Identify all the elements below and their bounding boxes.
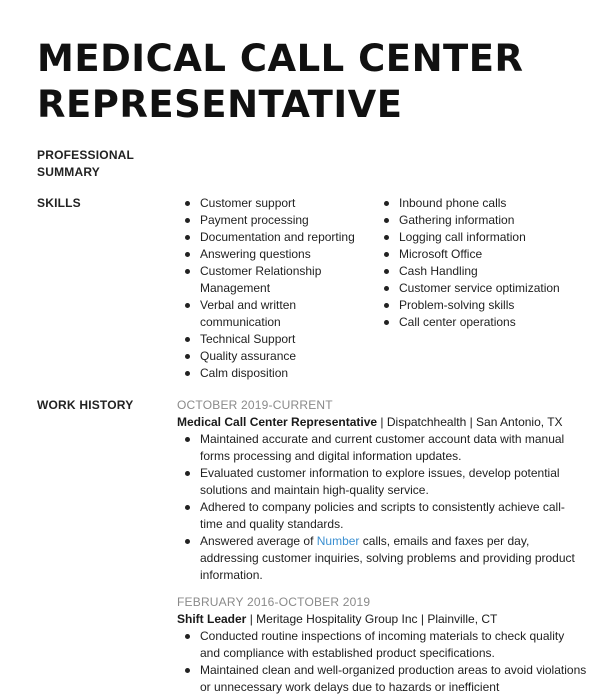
job-bullet: Conducted routine inspections of incoming materials to check quality and compliance with established product specifications. — [177, 628, 587, 662]
resume-name: MEDICAL CALL CENTER REPRESENTATIVE — [37, 37, 524, 126]
job-bullet: Adhered to company policies and scripts to consistently achieve call-time and quality standards. — [177, 499, 587, 533]
job-title: Shift Leader — [177, 612, 247, 626]
skills-list-left — [177, 195, 372, 382]
skill-item: Problem-solving skills — [376, 297, 596, 314]
job-bullets — [177, 628, 587, 696]
work-history-heading: WORK HISTORY — [37, 398, 134, 412]
skill-item: Microsoft Office — [376, 246, 596, 263]
job-entry — [177, 397, 587, 584]
professional-summary-heading: PROFESSIONAL SUMMARY — [37, 148, 134, 179]
skills-heading: SKILLS — [37, 196, 81, 210]
job-bullet: Maintained clean and well-organized production areas to avoid violations or unnecessary work delays due to hazards or inefficient — [177, 662, 587, 696]
skill-item: Logging call information — [376, 229, 596, 246]
job-bullet: Evaluated customer information to explore issues, develop potential solutions and maintain high-quality service. — [177, 465, 587, 499]
skill-item: Customer support — [177, 195, 372, 212]
skill-item: Quality assurance — [177, 348, 372, 365]
skill-item: Documentation and reporting — [177, 229, 372, 246]
skill-item: Gathering information — [376, 212, 596, 229]
skill-item: Answering questions — [177, 246, 372, 263]
skill-item: Payment processing — [177, 212, 372, 229]
skill-item: Cash Handling — [376, 263, 596, 280]
job-bullet: Maintained accurate and current customer account data with manual forms processing and digital information updates. — [177, 431, 587, 465]
job-title-line — [177, 611, 587, 628]
job-bullets — [177, 431, 587, 584]
skill-item: Calm disposition — [177, 365, 372, 382]
job-title-line — [177, 414, 587, 431]
number-link[interactable]: Number — [316, 534, 360, 548]
job-company-location: | Dispatchhealth | San Antonio, TX — [377, 415, 563, 429]
skill-item: Customer Relationship Management — [177, 263, 330, 297]
job-bullet — [177, 533, 587, 584]
job-dates: OCTOBER 2019-CURRENT — [177, 398, 333, 412]
job-company-location: | Meritage Hospitality Group Inc | Plainville, CT — [246, 612, 498, 626]
bullet-text: Answered average of — [200, 534, 317, 548]
job-entry — [177, 594, 587, 696]
skill-item: Inbound phone calls — [376, 195, 596, 212]
job-title: Medical Call Center Representative — [177, 415, 378, 429]
job-dates: FEBRUARY 2016-OCTOBER 2019 — [177, 595, 371, 609]
skills-list-right — [376, 195, 596, 331]
bullet-text: calls, emails and faxes per day, addressing customer inquiries, solving problems and providing product information. — [200, 534, 575, 582]
skill-item: Call center operations — [376, 314, 596, 331]
skill-item: Verbal and written communication — [177, 297, 330, 331]
skill-item: Technical Support — [177, 331, 372, 348]
skill-item: Customer service optimization — [376, 280, 596, 297]
